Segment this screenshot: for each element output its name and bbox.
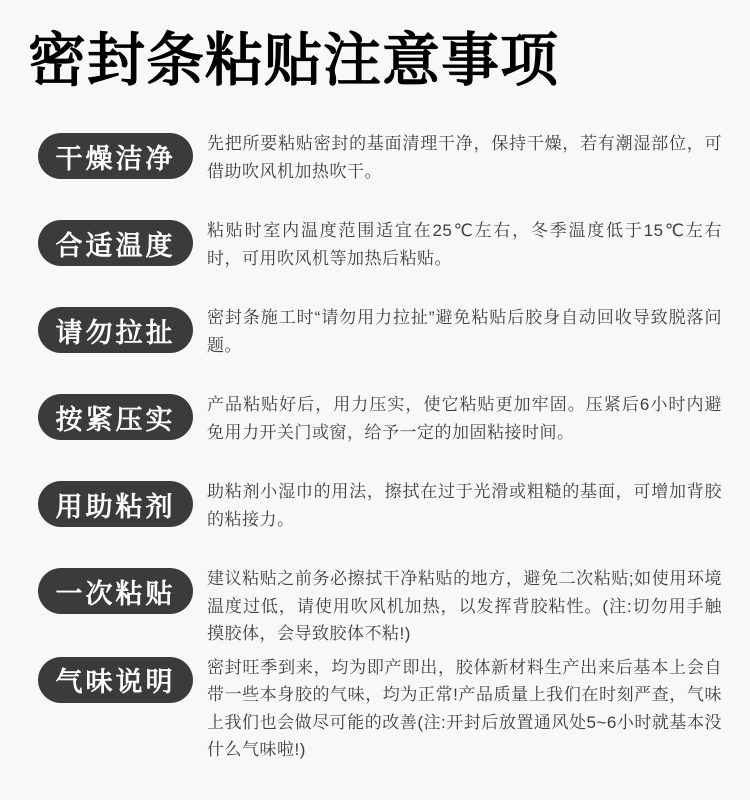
section-text: 产品粘贴好后，用力压实，使它粘贴更加牢固。压紧后6小时内避免用力开关门或窗，给予一定的加固粘接时间。 (207, 395, 722, 442)
section-badge: 合适温度 (38, 220, 193, 266)
section-press-firmly (38, 391, 722, 446)
section-badge: 按紧压实 (38, 394, 193, 440)
section-text: 密封条施工时“请勿用力拉扯”避免粘贴后胶身自动回收导致脱落问题。 (207, 308, 722, 355)
section-dry-clean (38, 130, 722, 185)
section-badge: 干燥洁净 (38, 133, 193, 179)
section-odor-explanation (38, 654, 722, 764)
section-no-pulling (38, 304, 722, 359)
section-paste-once (38, 565, 722, 648)
section-badge: 气味说明 (38, 657, 193, 703)
section-badge: 用助粘剂 (38, 481, 193, 527)
section-badge: 请勿拉扯 (38, 307, 193, 353)
instruction-sections (28, 130, 722, 764)
section-suitable-temperature (38, 217, 722, 272)
page-title: 密封条粘贴注意事项 (28, 28, 560, 93)
section-text: 先把所要粘贴密封的基面清理干净，保持干燥，若有潮湿部位，可借助吹风机加热吹干。 (207, 134, 722, 181)
section-text: 粘贴时室内温度范围适宜在25℃左右，冬季温度低于15℃左右时，可用吹风机等加热后粘贴。 (207, 221, 722, 268)
section-text: 密封旺季到来，均为即产即出，胶体新材料生产出来后基本上会自带一些本身胶的气味，均为正常!产品质量上我们在时刻严查，气味上我们也会做尽可能的改善(注:开封后放置通风处5~6小时就基本没什么气味啦!) (207, 657, 722, 759)
section-badge: 一次粘贴 (38, 568, 193, 614)
section-use-adhesive-promoter (38, 478, 722, 533)
section-text: 建议粘贴之前务必擦拭干净粘贴的地方，避免二次粘贴;如使用环境温度过低，请使用吹风机加热，以发挥背胶粘性。(注:切勿用手触摸胶体，会导致胶体不粘!) (207, 569, 722, 643)
section-text: 助粘剂小湿巾的用法，擦拭在过于光滑或粗糙的基面，可增加背胶的粘接力。 (207, 482, 722, 529)
